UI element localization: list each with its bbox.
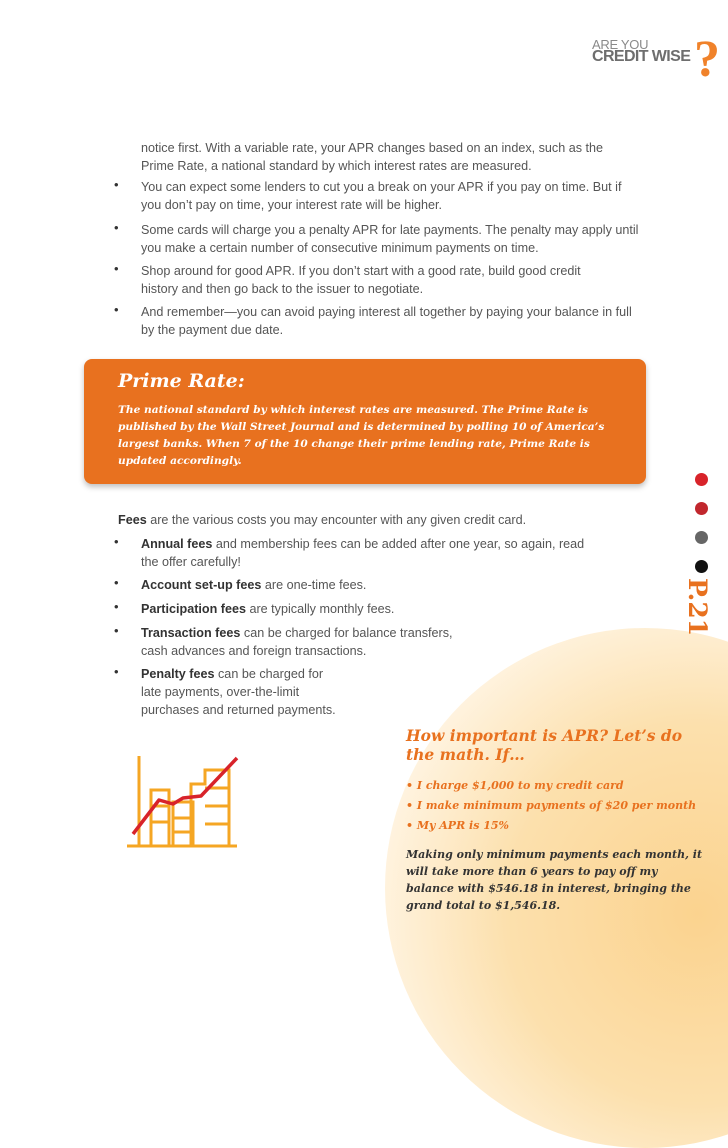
apr-math-conclusion: Making only minimum payments each month, it will take more than 6 years to pay off my balance with $546.18 in interest, bringing the grand total to $1,546.18. <box>406 848 703 912</box>
condition-bullet: • <box>406 819 417 832</box>
logo-line-2: CREDIT WISE <box>592 48 691 65</box>
fees-term: Fees <box>118 513 147 527</box>
apr-tip-1: You can expect some lenders to cut you a break on your APR if you pay on time. But if you don’t pay on time, your interest rate will be higher. <box>141 180 622 212</box>
apr-condition-2 <box>406 796 696 814</box>
apr-conclusion-wrap <box>406 846 706 914</box>
condition-bullet: • <box>406 779 417 792</box>
growth-chart-icon <box>125 748 245 850</box>
bullet-marker: • <box>114 664 119 679</box>
fee-text-penalty: can be charged for late payments, over-the-limit purchases and returned payments. <box>141 667 336 717</box>
fees-intro-text: are the various costs you may encounter with any given credit card. <box>146 513 527 527</box>
apr-condition-3 <box>406 816 509 834</box>
logo-question-mark: ? <box>694 31 720 88</box>
page-number: P.21 <box>683 578 712 637</box>
credit-wise-logo <box>592 31 722 88</box>
fee-item-participation <box>141 600 601 618</box>
bullet-marker: • <box>114 177 119 192</box>
bullet-marker: • <box>114 575 119 590</box>
side-dots <box>695 473 709 589</box>
fee-text-annual: and membership fees can be added after one year, so again, read the offer carefully! <box>141 537 585 569</box>
bullet-marker: • <box>114 623 119 638</box>
prime-rate-definition: The national standard by which interest rates are measured. The Prime Rate is published by the Wall Street Journal and is determined by polling 10 of America’s largest banks. When 7 of the 10 change their prime lending rate, Prime Rate is updated accordingly. <box>118 404 605 467</box>
fee-term-participation: Participation fees <box>141 602 246 616</box>
fee-item-annual <box>141 535 601 571</box>
bullet-marker: • <box>114 220 119 235</box>
apr-continuation-text: notice first. With a variable rate, your APR changes based on an index, such as the Prime Rate, a national standard by which interest rates are measured. <box>141 141 604 173</box>
condition-text: My APR is 15% <box>416 819 510 832</box>
fee-text-participation: are typically monthly fees. <box>245 602 395 616</box>
bullet-marker: • <box>114 599 119 614</box>
dark-red-dot <box>695 502 708 515</box>
fee-item-setup <box>141 576 601 594</box>
apr-condition-1 <box>406 776 624 794</box>
apr-tip-4: And remember—you can avoid paying interest all together by paying your balance in full by the payment due date. <box>141 305 632 337</box>
fee-text-setup: are one-time fees. <box>261 578 367 592</box>
prime-rate-callout <box>84 359 646 484</box>
fee-term-setup: Account set-up fees <box>141 578 262 592</box>
fee-text-transaction: can be charged for balance transfers, cash advances and foreign transactions. <box>141 626 453 658</box>
red-dot <box>695 473 708 486</box>
fee-item-penalty <box>141 665 341 719</box>
gray-dot <box>695 531 708 544</box>
fee-term-annual: Annual fees <box>141 537 213 551</box>
apr-tip-3: Shop around for good APR. If you don’t start with a good rate, build good credit history and then go back to the issuer to negotiate. <box>141 264 581 296</box>
fees-intro <box>118 511 618 529</box>
apr-math-section <box>406 726 706 764</box>
bullet-marker: • <box>114 302 119 317</box>
apr-math-heading: How important is APR? Let’s do the math. If… <box>406 726 683 764</box>
condition-text: I charge $1,000 to my credit card <box>416 779 624 792</box>
apr-tip-2: Some cards will charge you a penalty APR for late payments. The penalty may apply until you make a certain number of consecutive minimum payments on time. <box>141 223 639 255</box>
bullet-marker: • <box>114 261 119 276</box>
condition-text: I make minimum payments of $20 per month <box>416 799 697 812</box>
fee-term-transaction: Transaction fees <box>141 626 241 640</box>
logo-line-1: ARE YOU <box>592 37 649 52</box>
fee-item-transaction <box>141 624 481 660</box>
bullet-marker: • <box>114 534 119 549</box>
fee-term-penalty: Penalty fees <box>141 667 215 681</box>
condition-bullet: • <box>406 799 417 812</box>
prime-rate-title: Prime Rate: <box>118 370 245 392</box>
black-dot <box>695 560 708 573</box>
